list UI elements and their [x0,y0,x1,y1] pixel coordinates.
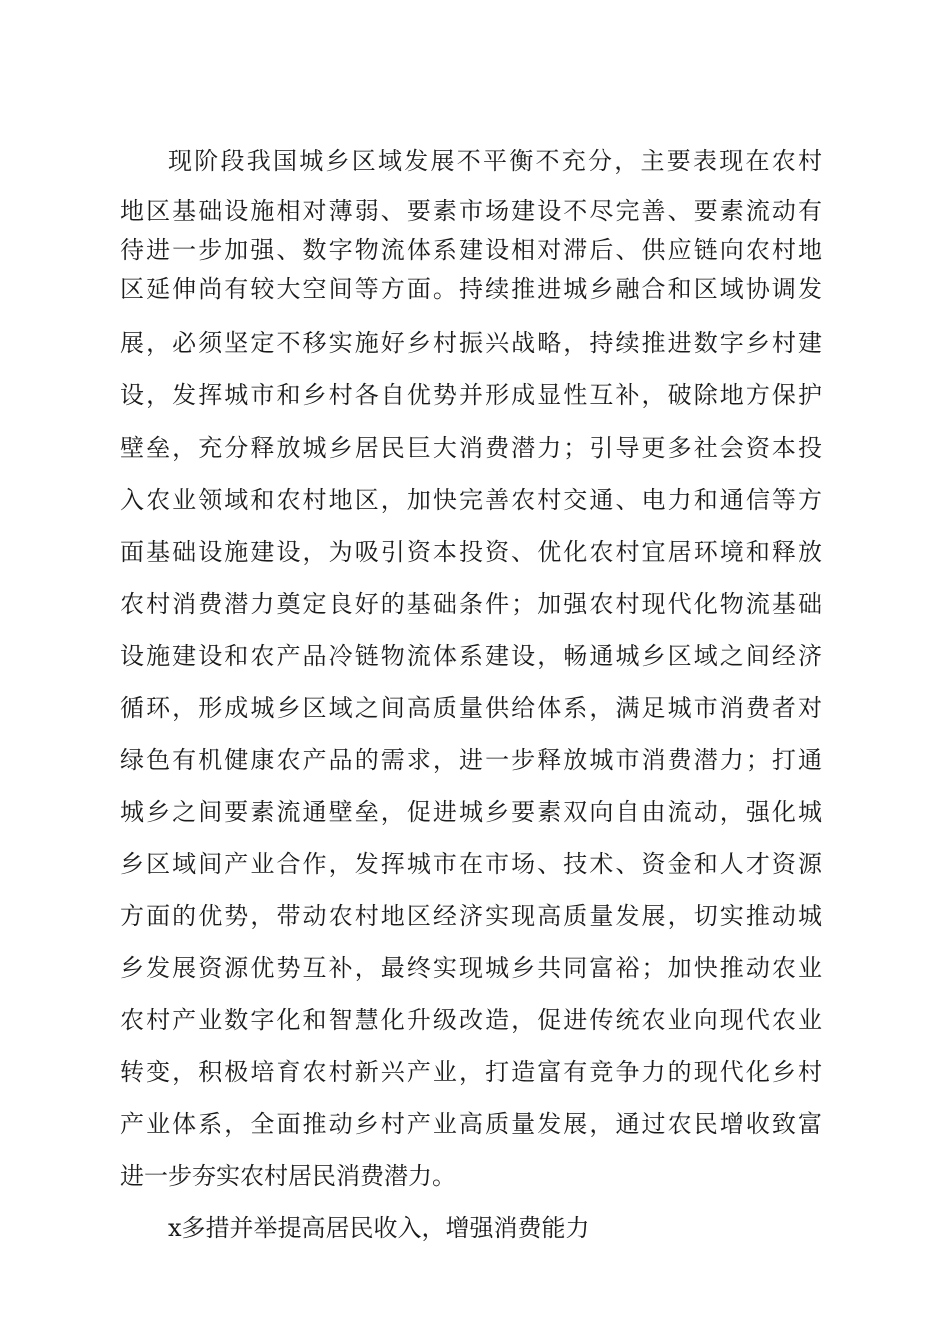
section-heading: x多措并举提高居民收入，增强消费能力 [168,1214,590,1242]
paragraph-line: 设，发挥城市和乡村各自优势并形成显性互补，破除地方保护 [120,381,822,409]
paragraph-line: 城乡之间要素流通壁垒，促进城乡要素双向自由流动，强化城 [120,798,822,826]
paragraph-line: 展，必须坚定不移实施好乡村振兴战略，持续推进数字乡村建 [120,329,822,357]
paragraph-line: 地区基础设施相对薄弱、要素市场建设不尽完善、要素流动有 [120,197,822,225]
paragraph-line: 现阶段我国城乡区域发展不平衡不充分，主要表现在农村 [168,147,822,175]
paragraph-line: 农村消费潜力奠定良好的基础条件；加强农村现代化物流基础 [120,590,822,618]
paragraph-line: 乡区域间产业合作，发挥城市在市场、技术、资金和人才资源 [120,850,822,878]
paragraph-line: 入农业领域和农村地区，加快完善农村交通、电力和通信等方 [120,486,822,514]
paragraph-line: 壁垒，充分释放城乡居民巨大消费潜力；引导更多社会资本投 [120,434,822,462]
paragraph-line: 循环，形成城乡区域之间高质量供给体系，满足城市消费者对 [120,694,822,722]
paragraph-line: 待进一步加强、数字物流体系建设相对滞后、供应链向农村地 [120,236,822,264]
paragraph-line: 绿色有机健康农产品的需求，进一步释放城市消费潜力；打通 [120,746,822,774]
paragraph-line: 乡发展资源优势互补，最终实现城乡共同富裕；加快推动农业 [120,954,822,982]
paragraph-line: 面基础设施建设，为吸引资本投资、优化农村宜居环境和释放 [120,538,822,566]
paragraph-line: 方面的优势，带动农村地区经济实现高质量发展，切实推动城 [120,902,822,930]
paragraph-line: 进一步夯实农村居民消费潜力。 [120,1162,456,1190]
paragraph-line: 转变，积极培育农村新兴产业，打造富有竞争力的现代化乡村 [120,1058,822,1086]
paragraph-line: 区延伸尚有较大空间等方面。持续推进城乡融合和区域协调发 [120,275,822,303]
paragraph-line: 产业体系，全面推动乡村产业高质量发展，通过农民增收致富 [120,1110,822,1138]
paragraph-line: 设施建设和农产品冷链物流体系建设，畅通城乡区域之间经济 [120,642,822,670]
paragraph-line: 农村产业数字化和智慧化升级改造，促进传统农业向现代农业 [120,1006,822,1034]
